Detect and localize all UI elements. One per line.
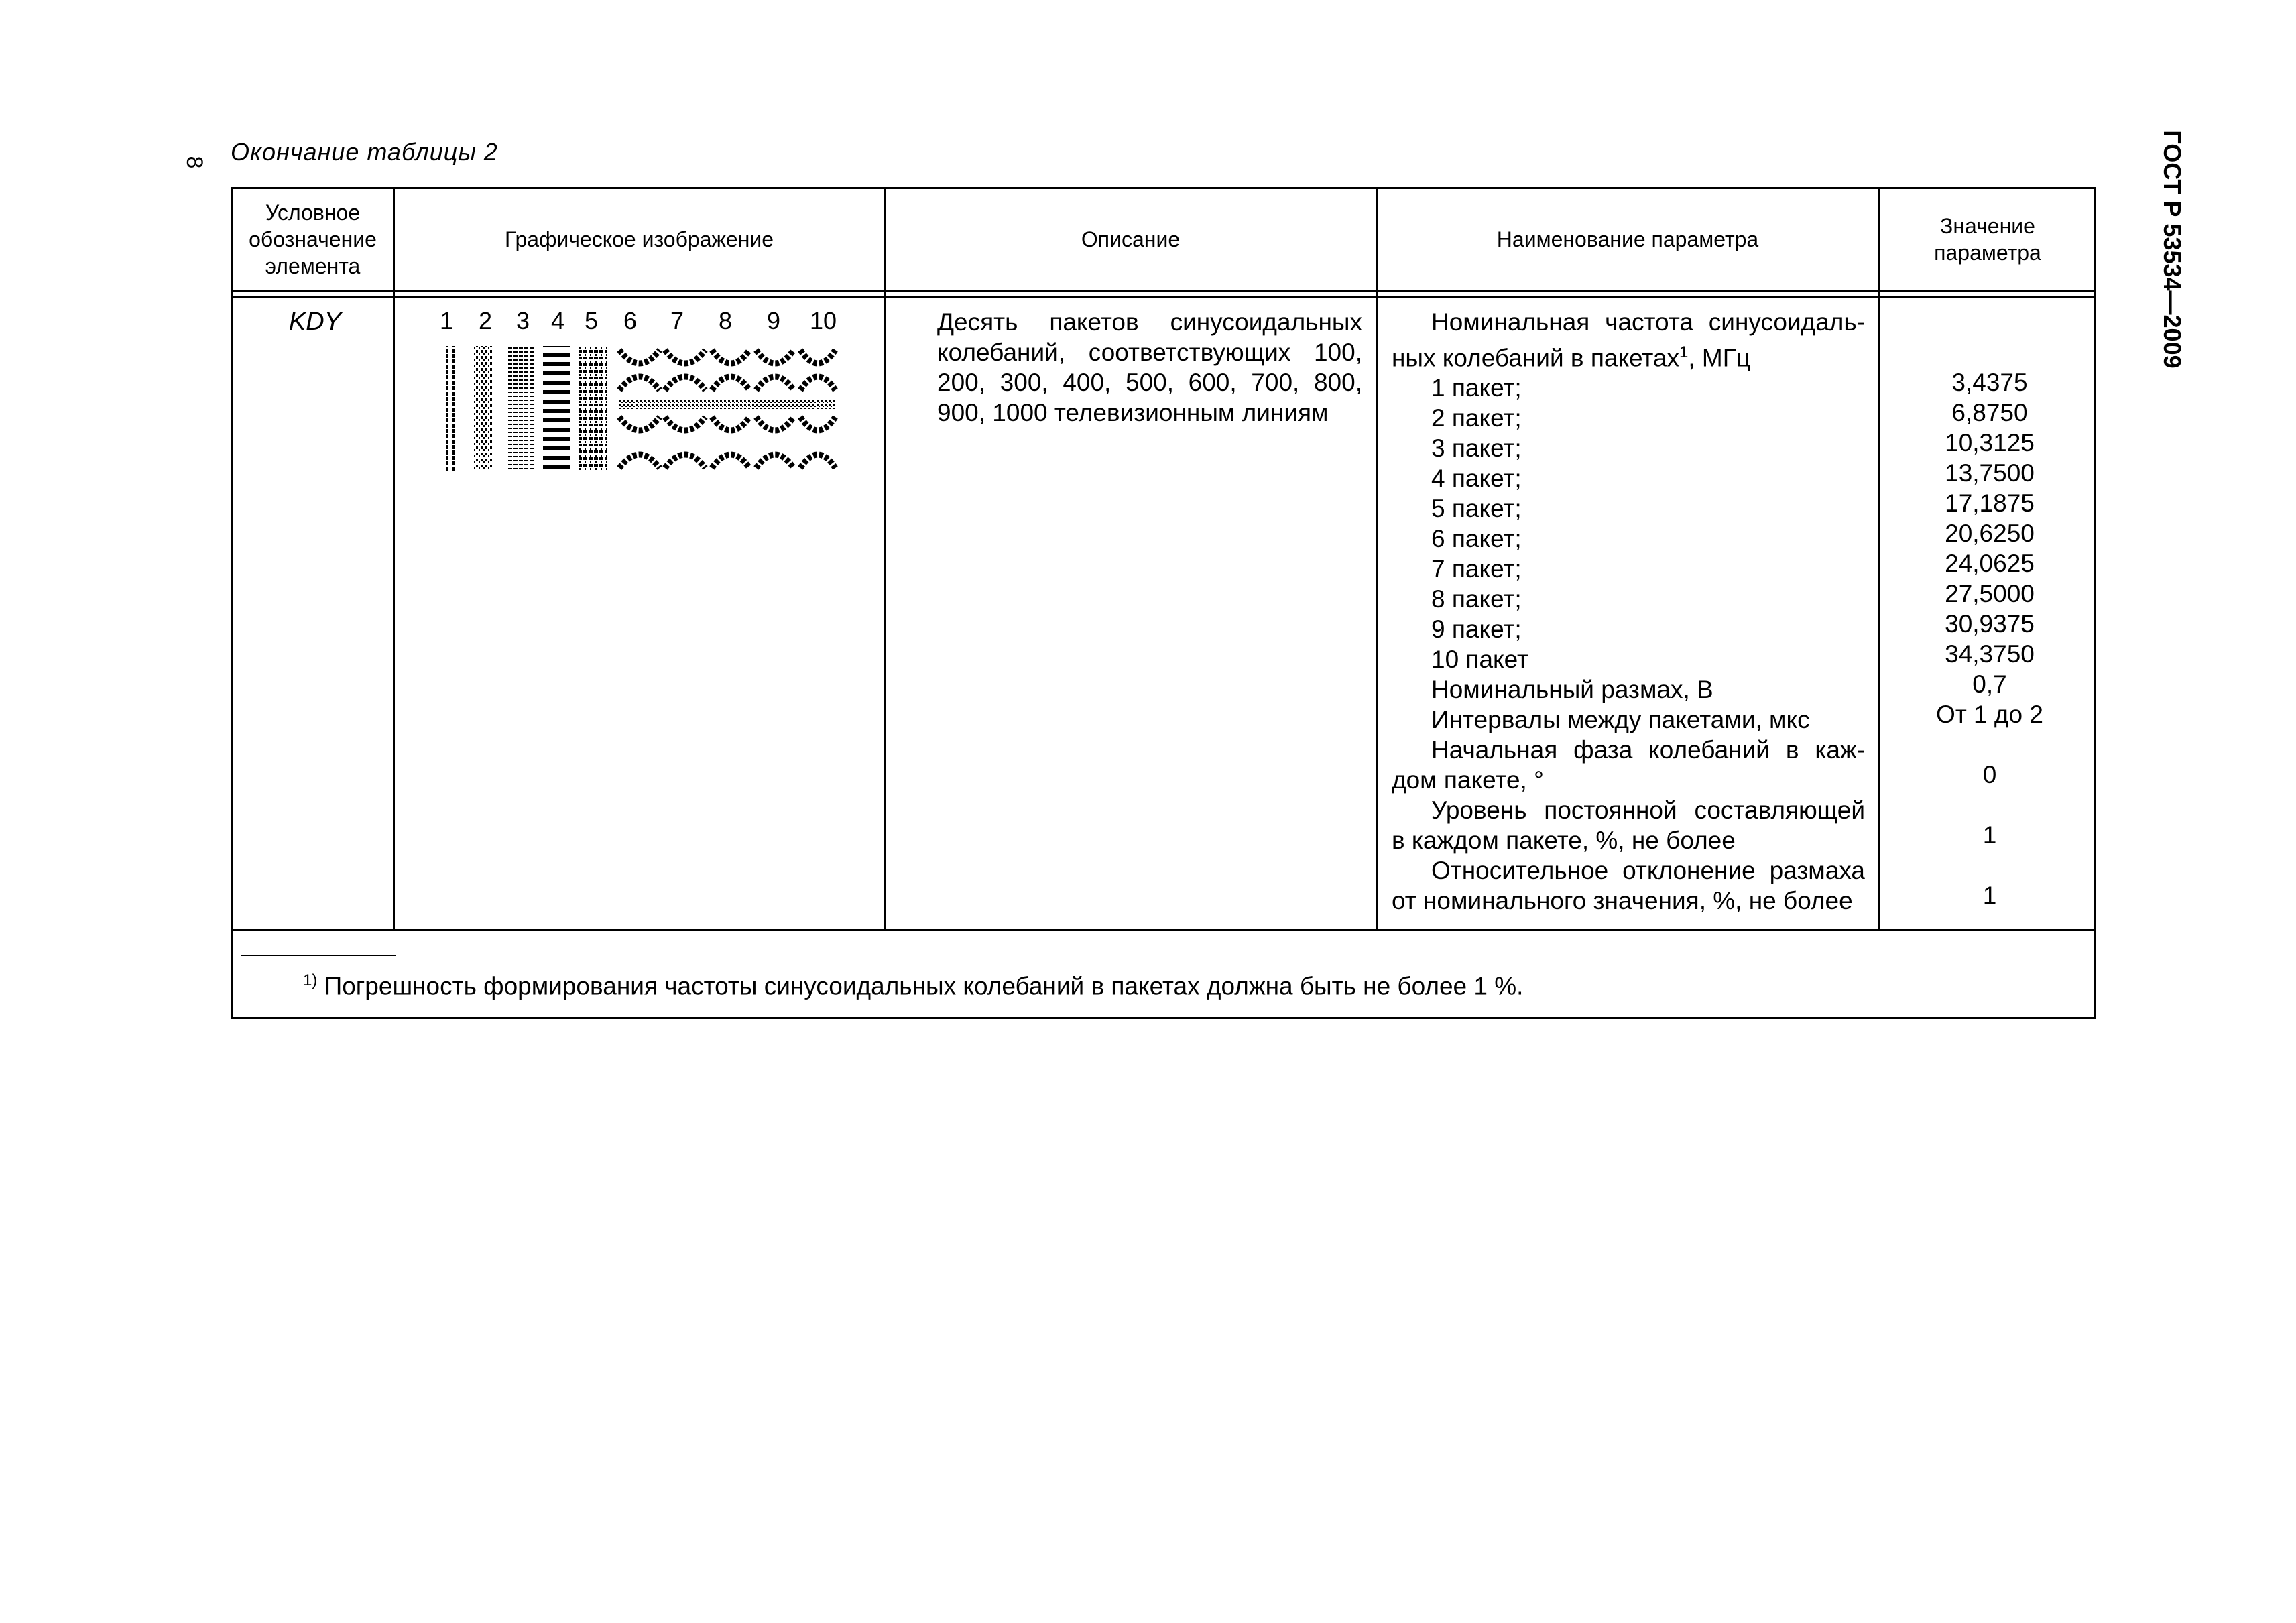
param-value: 0,7 — [1972, 670, 2007, 698]
param-value: 24,0625 — [1945, 550, 2035, 577]
header-param-name: Наименование параметра — [1496, 227, 1759, 251]
footnote-rule — [241, 955, 396, 956]
packet-number: 4 — [551, 307, 565, 335]
param-name: 6 пакет; — [1431, 525, 1522, 553]
column-divider — [1376, 187, 1378, 931]
param-value: 17,1875 — [1945, 489, 2035, 517]
body-bottom-rule — [231, 929, 2096, 931]
packet-number: 6 — [623, 307, 638, 335]
param-name: 3 пакет; — [1431, 434, 1522, 463]
footnote — [303, 965, 1523, 1002]
sine-packets-graphic — [438, 343, 838, 475]
param-value: 1 — [1982, 882, 1997, 909]
param-name: от номинального значения, %, не более — [1392, 887, 1853, 915]
param-name: 8 пакет; — [1431, 585, 1522, 613]
packet-number: 1 — [440, 307, 454, 335]
header-rule — [231, 296, 2096, 298]
packet-number: 5 — [585, 307, 599, 335]
param-name: 10 пакет — [1431, 646, 1528, 674]
param-name: в каждом пакете, %, не более — [1392, 827, 1736, 855]
param-name: Уровень постоянной составляющей — [1431, 796, 1865, 825]
param-value: От 1 до 2 — [1936, 701, 2043, 728]
column-divider — [1878, 187, 1880, 931]
param-value: 1 — [1982, 821, 1997, 849]
param-value — [1882, 790, 2097, 820]
packet-2 — [473, 346, 493, 471]
param-name: Номинальный размах, В — [1431, 676, 1713, 704]
column-divider — [884, 187, 886, 931]
element-code: KDY — [288, 308, 342, 336]
param-value: 34,3750 — [1945, 640, 2035, 668]
packet-5 — [579, 346, 607, 471]
param-value — [1882, 850, 2097, 880]
param-name: 9 пакет; — [1431, 615, 1522, 644]
document-id: ГОСТ Р 53534—2009 — [2159, 130, 2186, 369]
param-value — [1882, 337, 2097, 367]
param-name: 1 пакет; — [1431, 374, 1522, 402]
packet-number: 7 — [670, 307, 684, 335]
header-param-value: Значение параметра — [1934, 214, 2041, 265]
param-value: 10,3125 — [1945, 429, 2035, 457]
param-name: 2 пакет; — [1431, 404, 1522, 432]
param-value: 0 — [1982, 761, 1997, 788]
packet-3 — [508, 346, 534, 471]
packet-numbers — [432, 307, 847, 337]
element-description: Десять пакетов синусоидальных колебаний, соответствующих 100, 200, 300, 400, 500, 600, 700, 800, 900, 1000 телевизионным линиям — [937, 308, 1362, 426]
param-value: 30,9375 — [1945, 610, 2035, 638]
param-name: 5 пакет; — [1431, 495, 1522, 523]
packet-1 — [441, 346, 457, 471]
param-name: Относительное отклонение размаха — [1431, 857, 1865, 885]
param-name: Начальная фаза колебаний в каж- — [1431, 736, 1865, 764]
param-value: 6,8750 — [1951, 399, 2028, 426]
packet-number: 8 — [719, 307, 733, 335]
footnote-text: Погрешность формирования частоты синусоидальных колебаний в пакетах должна быть не более 1 %. — [317, 972, 1524, 1000]
table-caption: Окончание таблицы 2 — [231, 138, 498, 166]
packet-4 — [543, 346, 570, 471]
param-name: 4 пакет; — [1431, 465, 1522, 493]
column-divider — [393, 187, 395, 931]
param-value: 3,4375 — [1951, 369, 2028, 396]
param-value — [1882, 729, 2097, 760]
footnote-marker: 1) — [303, 971, 318, 989]
header-graphic: Графическое изображение — [504, 227, 774, 251]
param-values — [1882, 307, 2097, 910]
param-value: 20,6250 — [1945, 520, 2035, 547]
param-names — [1392, 307, 1865, 916]
packet-number: 2 — [479, 307, 493, 335]
packet-number: 10 — [810, 307, 837, 335]
param-value — [1882, 307, 2097, 337]
param-value: 13,7500 — [1945, 459, 2035, 487]
param-name: дом пакете, ° — [1392, 766, 1544, 794]
header-rule — [231, 290, 2096, 292]
header-description: Описание — [1081, 227, 1181, 251]
param-name: Интервалы между пакетами, мкс — [1431, 706, 1810, 734]
packet-number: 9 — [767, 307, 781, 335]
page-number: 8 — [182, 156, 207, 169]
packet-number: 3 — [516, 307, 530, 335]
param-name: Номинальная частота синусоидаль- — [1431, 308, 1865, 336]
param-value: 27,5000 — [1945, 580, 2035, 607]
param-name: 7 пакет; — [1431, 555, 1522, 583]
header-code: Условное обозначение элемента — [249, 200, 377, 278]
param-name: ных колебаний в пакетах$^1$, МГц — [1392, 343, 1750, 372]
